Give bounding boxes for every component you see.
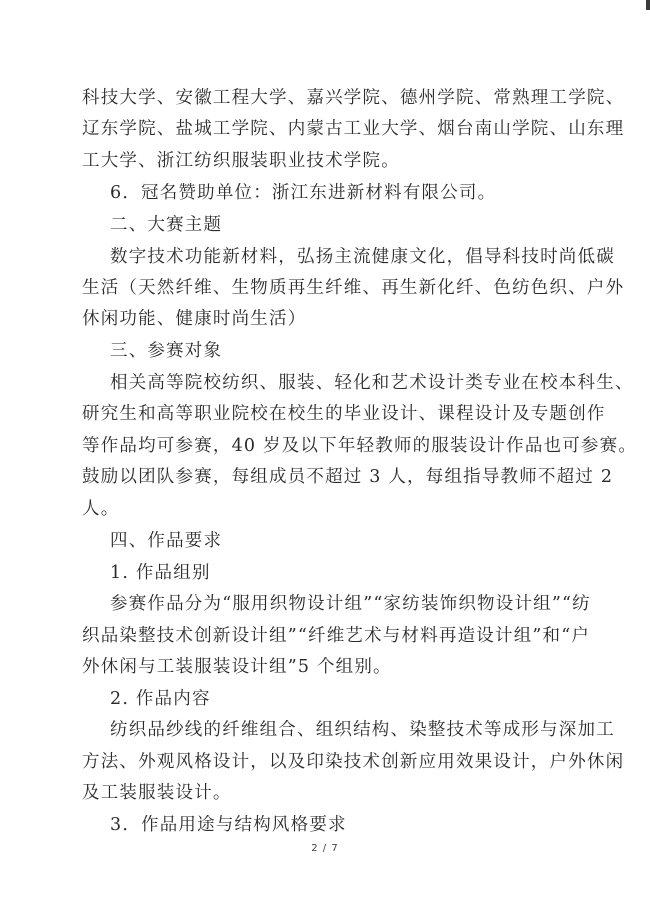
paragraph-line: 鼓励以团队参赛，每组成员不超过 3 人，每组指导教师不超过 2 <box>82 467 614 487</box>
paragraph-line: 休闲功能、健康时尚生活） <box>82 309 307 329</box>
paragraph-line: 相关高等院校纺织、服装、轻化和艺术设计类专业在校本科生、 <box>110 373 634 393</box>
paragraph-line: 外休闲与工装服装设计组”5 个组别。 <box>82 657 392 677</box>
subsection-heading: 3．作品用途与结构风格要求 <box>110 815 347 835</box>
paragraph-line: 辽东学院、盐城工学院、内蒙古工业大学、烟台南山学院、山东理 <box>82 119 625 139</box>
paragraph-line: 织品染整技术创新设计组”“纤维艺术与材料再造设计组”和“户 <box>82 626 591 646</box>
section-heading: 三、参赛对象 <box>110 341 223 361</box>
section-heading: 二、大赛主题 <box>110 215 223 235</box>
paragraph-line: 科技大学、安徽工程大学、嘉兴学院、德州学院、常熟理工学院、 <box>82 88 625 108</box>
paragraph-line: 纺织品纱线的纤维组合、组织结构、染整技术等成形与深加工 <box>110 720 615 740</box>
subsection-heading: 1. 作品组别 <box>110 563 211 583</box>
paragraph-line: 研究生和高等职业院校在校生的毕业设计、课程设计及专题创作 <box>82 404 606 424</box>
paragraph-line: 数字技术功能新材料，弘扬主流健康文化，倡导科技时尚低碳 <box>110 247 615 267</box>
subsection-heading: 2. 作品内容 <box>110 689 211 709</box>
paragraph-line: 方法、外观风格设计，以及印染技术创新应用效果设计，户外休闲 <box>82 752 625 772</box>
paragraph-line: 生活（天然纤维、生物质再生纤维、再生新化纤、色纺色织、户外 <box>82 278 625 298</box>
sponsor-line: 6．冠名赞助单位：浙江东进新材料有限公司。 <box>110 183 497 203</box>
paragraph-line: 等作品均可参赛，40 岁及以下年轻教师的服装设计作品也可参赛。 <box>82 436 638 456</box>
page-number: 2 / 7 <box>311 843 339 854</box>
scan-corner-mark <box>646 0 650 10</box>
paragraph-line: 工大学、浙江纺织服装职业技术学院。 <box>82 151 400 171</box>
section-heading: 四、作品要求 <box>110 531 223 551</box>
paragraph-line: 参赛作品分为“服用织物设计组”“家纺装饰织物设计组”“纺 <box>110 594 591 614</box>
paragraph-line: 人。 <box>82 499 120 519</box>
paragraph-line: 及工装服装设计。 <box>82 783 232 803</box>
